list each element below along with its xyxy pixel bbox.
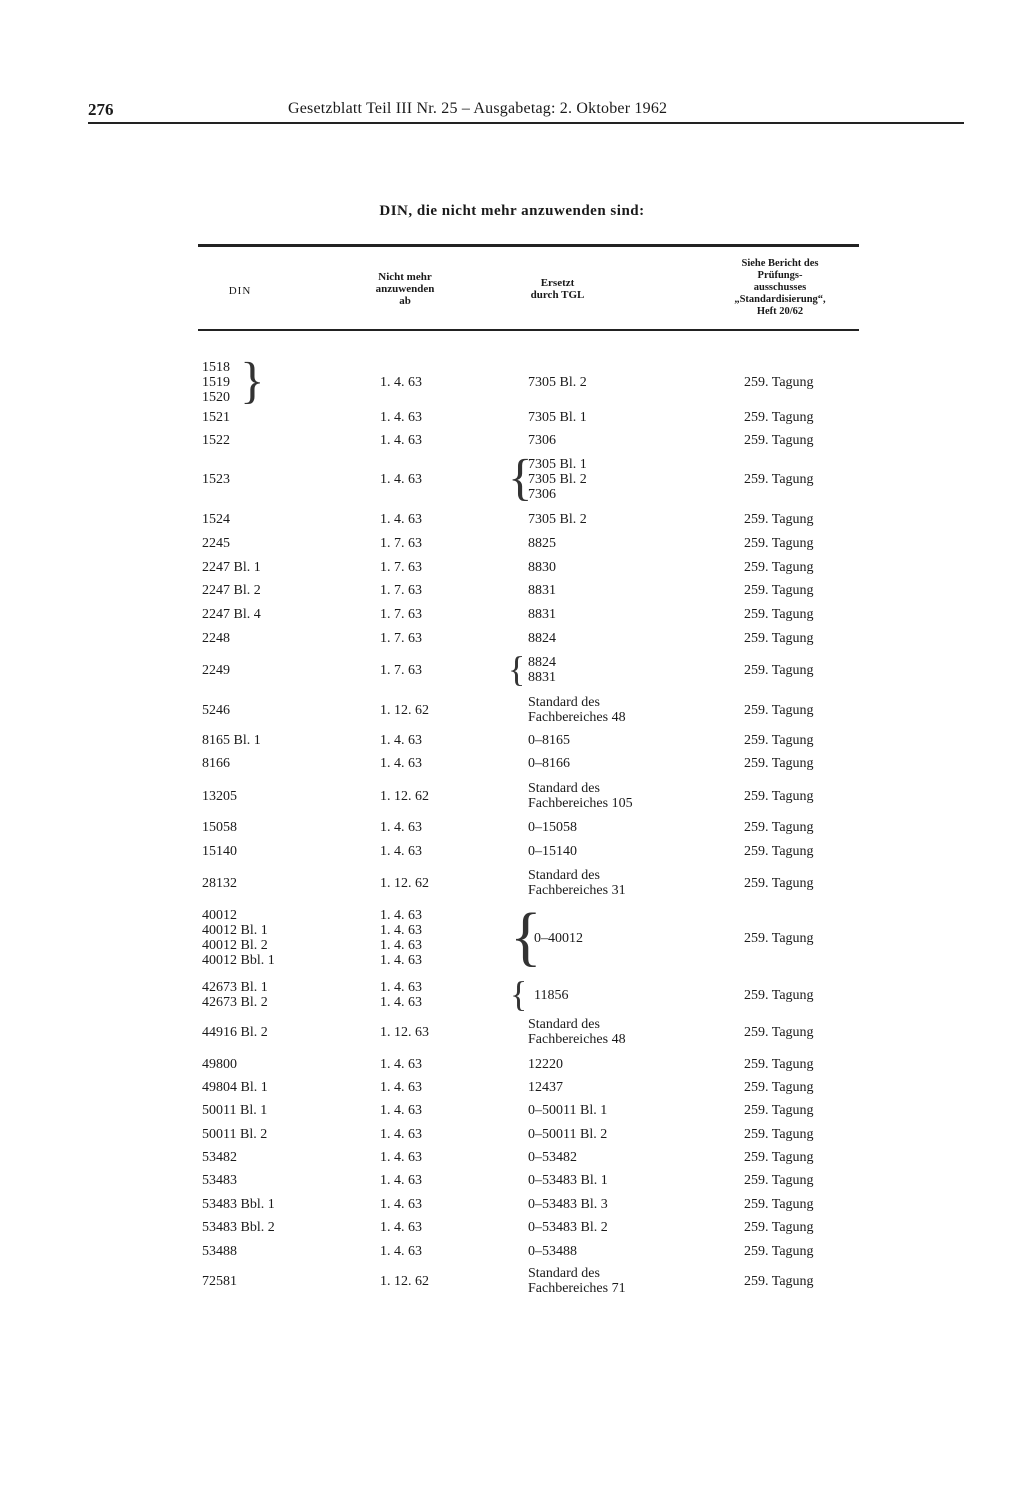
left-brace-icon: { bbox=[508, 450, 533, 506]
ersetzt-cell-line: 7305 Bl. 1 bbox=[528, 410, 587, 425]
ersetzt-cell-line: 8824 bbox=[528, 631, 556, 646]
ersetzt-cell-line: 0–53488 bbox=[528, 1244, 577, 1259]
date-cell bbox=[380, 607, 422, 622]
ersetzt-cell bbox=[528, 1173, 608, 1188]
din-cell bbox=[202, 631, 230, 646]
date-cell bbox=[380, 703, 429, 718]
ersetzt-cell bbox=[528, 631, 556, 646]
din-cell bbox=[202, 980, 268, 1010]
din-cell bbox=[202, 560, 261, 575]
ersetzt-cell-line: Fachbereiches 105 bbox=[528, 796, 633, 811]
date-cell bbox=[380, 375, 422, 390]
ersetzt-cell-line: 7306 bbox=[528, 433, 556, 448]
tagung-cell: 259. Tagung bbox=[744, 820, 814, 835]
din-cell-line: 49800 bbox=[202, 1057, 237, 1072]
column-header-ersetzt: Ersetzt durch TGL bbox=[530, 277, 585, 301]
date-cell bbox=[380, 1220, 422, 1235]
date-cell-line: 1. 4. 63 bbox=[380, 980, 422, 995]
date-cell bbox=[380, 663, 422, 678]
din-cell-line: 1523 bbox=[202, 472, 230, 487]
tagung-cell: 259. Tagung bbox=[744, 1244, 814, 1259]
ersetzt-cell bbox=[534, 988, 568, 1003]
left-brace-icon: { bbox=[508, 649, 526, 689]
date-cell-line: 1. 12. 62 bbox=[380, 1273, 429, 1289]
ersetzt-cell-line: Fachbereiches 71 bbox=[528, 1281, 626, 1296]
date-cell bbox=[380, 844, 422, 859]
tagung-cell: 259. Tagung bbox=[744, 607, 814, 622]
ersetzt-cell-line: 0–15058 bbox=[528, 820, 577, 835]
tagung-cell: 259. Tagung bbox=[744, 702, 814, 718]
ersetzt-cell-line: 0–53483 Bl. 2 bbox=[528, 1220, 608, 1235]
ersetzt-cell bbox=[528, 1266, 626, 1296]
ersetzt-cell-line: 12220 bbox=[528, 1057, 563, 1072]
date-cell bbox=[380, 512, 422, 527]
din-cell bbox=[202, 1103, 267, 1118]
date-cell-line: 1. 4. 63 bbox=[380, 1220, 422, 1235]
din-cell bbox=[202, 844, 237, 859]
din-cell-line: 72581 bbox=[202, 1273, 237, 1289]
left-brace-icon: { bbox=[510, 900, 542, 973]
ersetzt-cell-line: Standard des bbox=[528, 1017, 600, 1032]
ersetzt-cell-line: 0–15140 bbox=[528, 844, 577, 859]
ersetzt-cell bbox=[528, 583, 556, 598]
running-title: Gesetzblatt Teil III Nr. 25 – Ausgabetag: 2. Oktober 1962 bbox=[288, 100, 668, 117]
din-cell-line: 42673 Bl. 1 bbox=[202, 980, 268, 995]
date-cell-line: 1. 4. 63 bbox=[380, 410, 422, 425]
ersetzt-cell-line: 0–8165 bbox=[528, 733, 570, 748]
running-header bbox=[88, 100, 964, 124]
ersetzt-cell bbox=[528, 457, 587, 502]
date-cell bbox=[380, 1057, 422, 1072]
ersetzt-cell bbox=[528, 1220, 608, 1235]
din-cell-line: 2247 Bl. 4 bbox=[202, 607, 261, 622]
ersetzt-cell bbox=[528, 560, 556, 575]
din-cell-line: 40012 Bl. 2 bbox=[202, 938, 268, 953]
ersetzt-cell bbox=[528, 433, 556, 448]
tagung-cell: 259. Tagung bbox=[744, 1173, 814, 1188]
date-cell-line: 1. 4. 63 bbox=[380, 1244, 422, 1259]
date-cell-line: 1. 4. 63 bbox=[380, 1197, 422, 1212]
date-cell bbox=[380, 1244, 422, 1259]
ersetzt-cell bbox=[528, 1017, 626, 1047]
table-title: DIN, die nicht mehr anzuwenden sind: bbox=[379, 203, 645, 219]
din-cell-line: 2247 Bl. 1 bbox=[202, 560, 261, 575]
ersetzt-cell-line: Standard des bbox=[528, 1266, 600, 1281]
din-cell bbox=[202, 756, 230, 771]
ersetzt-cell-line: 8831 bbox=[528, 670, 556, 685]
tagung-cell: 259. Tagung bbox=[744, 930, 814, 946]
date-cell-line: 1. 4. 63 bbox=[380, 1103, 422, 1118]
ersetzt-cell-line: 7306 bbox=[528, 487, 556, 502]
din-cell bbox=[202, 512, 230, 527]
column-header-nicht-mehr: Nicht mehr anzuwenden ab bbox=[375, 271, 435, 307]
table-header-rule bbox=[198, 329, 859, 331]
tagung-cell: 259. Tagung bbox=[744, 433, 814, 448]
date-cell-line: 1. 12. 62 bbox=[380, 788, 429, 804]
din-cell bbox=[202, 1150, 237, 1165]
ersetzt-cell bbox=[528, 1197, 608, 1212]
din-cell-line: 28132 bbox=[202, 875, 237, 891]
din-cell bbox=[202, 472, 230, 487]
ersetzt-cell bbox=[528, 375, 587, 390]
tagung-cell: 259. Tagung bbox=[744, 1197, 814, 1212]
date-cell bbox=[380, 536, 422, 551]
din-cell bbox=[202, 1057, 237, 1072]
ersetzt-cell-line: 0–53483 Bl. 3 bbox=[528, 1197, 608, 1212]
page-number: 276 bbox=[88, 100, 114, 119]
date-cell-line: 1. 4. 63 bbox=[380, 1127, 422, 1142]
din-cell bbox=[202, 663, 230, 678]
tagung-cell: 259. Tagung bbox=[744, 844, 814, 859]
din-cell-line: 53488 bbox=[202, 1244, 237, 1259]
tagung-cell: 259. Tagung bbox=[744, 631, 814, 646]
date-cell-line: 1. 7. 63 bbox=[380, 536, 422, 551]
tagung-cell: 259. Tagung bbox=[744, 1220, 814, 1235]
din-cell-line: 15140 bbox=[202, 844, 237, 859]
ersetzt-cell bbox=[528, 1057, 563, 1072]
din-cell bbox=[202, 583, 261, 598]
tagung-cell: 259. Tagung bbox=[744, 1103, 814, 1118]
ersetzt-cell-line: 8825 bbox=[528, 536, 556, 551]
ersetzt-cell bbox=[528, 1080, 563, 1095]
ersetzt-cell bbox=[528, 1150, 577, 1165]
tagung-cell: 259. Tagung bbox=[744, 788, 814, 804]
din-cell-line: 1520 bbox=[202, 390, 230, 405]
ersetzt-cell-line: 7305 Bl. 1 bbox=[528, 457, 587, 472]
tagung-cell: 259. Tagung bbox=[744, 560, 814, 575]
tagung-cell: 259. Tagung bbox=[744, 410, 814, 425]
date-cell-line: 1. 4. 63 bbox=[380, 908, 422, 923]
ersetzt-cell-line: 0–40012 bbox=[534, 930, 583, 946]
ersetzt-cell bbox=[528, 781, 633, 811]
ersetzt-cell-line: 12437 bbox=[528, 1080, 563, 1095]
tagung-cell: 259. Tagung bbox=[744, 1024, 814, 1040]
tagung-cell: 259. Tagung bbox=[744, 375, 814, 390]
ersetzt-cell bbox=[528, 1127, 607, 1142]
tagung-cell: 259. Tagung bbox=[744, 1150, 814, 1165]
tagung-cell: 259. Tagung bbox=[744, 1127, 814, 1142]
din-cell bbox=[202, 1274, 237, 1289]
din-cell bbox=[202, 789, 237, 804]
date-cell bbox=[380, 1103, 422, 1118]
date-cell-line: 1. 4. 63 bbox=[380, 923, 422, 938]
din-cell bbox=[202, 1197, 275, 1212]
ersetzt-cell-line: 8824 bbox=[528, 655, 556, 670]
ersetzt-cell-line: 0–53482 bbox=[528, 1150, 577, 1165]
date-cell-line: 1. 4. 63 bbox=[380, 953, 422, 968]
din-cell-line: 53483 bbox=[202, 1173, 237, 1188]
din-cell-line: 40012 bbox=[202, 908, 237, 923]
ersetzt-cell-line: 7305 Bl. 2 bbox=[528, 375, 587, 390]
din-cell-line: 15058 bbox=[202, 820, 237, 835]
tagung-cell: 259. Tagung bbox=[744, 1057, 814, 1072]
date-cell-line: 1. 4. 63 bbox=[380, 938, 422, 953]
date-cell bbox=[380, 1025, 429, 1040]
tagung-cell: 259. Tagung bbox=[744, 987, 814, 1003]
date-cell-line: 1. 12. 63 bbox=[380, 1024, 429, 1040]
tagung-cell: 259. Tagung bbox=[744, 756, 814, 771]
date-cell-line: 1. 7. 63 bbox=[380, 662, 422, 678]
din-cell bbox=[202, 733, 261, 748]
date-cell-line: 1. 7. 63 bbox=[380, 583, 422, 598]
ersetzt-cell-line: 11856 bbox=[534, 987, 569, 1003]
ersetzt-cell bbox=[528, 655, 556, 685]
right-brace-icon: } bbox=[240, 353, 265, 409]
din-cell-line: 13205 bbox=[202, 788, 237, 804]
din-cell-line: 1521 bbox=[202, 410, 230, 425]
din-cell-line: 50011 Bl. 2 bbox=[202, 1127, 268, 1142]
date-cell-line: 1. 4. 63 bbox=[380, 1150, 422, 1165]
din-cell-line: 1518 bbox=[202, 360, 230, 375]
table-top-rule bbox=[198, 244, 859, 247]
ersetzt-cell bbox=[528, 820, 577, 835]
din-cell-line: 42673 Bl. 2 bbox=[202, 995, 268, 1010]
date-cell bbox=[380, 1150, 422, 1165]
din-cell bbox=[202, 1173, 237, 1188]
din-cell-line: 8165 Bl. 1 bbox=[202, 733, 261, 748]
ersetzt-cell-line: Fachbereiches 48 bbox=[528, 1032, 626, 1047]
ersetzt-cell bbox=[528, 844, 577, 859]
ersetzt-cell-line: Standard des bbox=[528, 868, 600, 883]
din-cell bbox=[202, 360, 230, 405]
date-cell-line: 1. 12. 62 bbox=[380, 702, 429, 718]
date-cell bbox=[380, 472, 422, 487]
ersetzt-cell bbox=[528, 868, 626, 898]
din-cell-line: 8166 bbox=[202, 756, 230, 771]
ersetzt-cell bbox=[528, 607, 556, 622]
tagung-cell: 259. Tagung bbox=[744, 733, 814, 748]
date-cell-line: 1. 7. 63 bbox=[380, 560, 422, 575]
tagung-cell: 259. Tagung bbox=[744, 472, 814, 487]
ersetzt-cell bbox=[528, 410, 587, 425]
ersetzt-cell-line: 8831 bbox=[528, 583, 556, 598]
date-cell-line: 1. 4. 63 bbox=[380, 844, 422, 859]
ersetzt-cell-line: Fachbereiches 31 bbox=[528, 883, 626, 898]
date-cell bbox=[380, 1127, 422, 1142]
date-cell-line: 1. 4. 63 bbox=[380, 756, 422, 771]
date-cell bbox=[380, 980, 422, 1010]
ersetzt-cell-line: Fachbereiches 48 bbox=[528, 710, 626, 725]
din-cell bbox=[202, 703, 230, 718]
ersetzt-cell-line: 0–50011 Bl. 2 bbox=[528, 1127, 608, 1142]
din-cell bbox=[202, 876, 237, 891]
date-cell-line: 1. 4. 63 bbox=[380, 1057, 422, 1072]
date-cell-line: 1. 4. 63 bbox=[380, 733, 422, 748]
ersetzt-cell-line: Standard des bbox=[528, 781, 600, 796]
din-cell bbox=[202, 410, 230, 425]
ersetzt-cell bbox=[528, 756, 570, 771]
din-cell bbox=[202, 1127, 267, 1142]
date-cell-line: 1. 4. 63 bbox=[380, 995, 422, 1010]
date-cell-line: 1. 7. 63 bbox=[380, 631, 422, 646]
din-cell-line: 53483 Bbl. 2 bbox=[202, 1220, 275, 1235]
ersetzt-cell bbox=[528, 536, 556, 551]
date-cell-line: 1. 4. 63 bbox=[380, 820, 422, 835]
ersetzt-cell-line: 0–50011 Bl. 1 bbox=[528, 1103, 608, 1118]
date-cell bbox=[380, 876, 429, 891]
din-cell-line: 2249 bbox=[202, 662, 230, 678]
date-cell-line: 1. 4. 63 bbox=[380, 375, 422, 390]
ersetzt-cell-line: 8830 bbox=[528, 560, 556, 575]
tagung-cell: 259. Tagung bbox=[744, 662, 814, 678]
date-cell bbox=[380, 1197, 422, 1212]
ersetzt-cell bbox=[528, 512, 587, 527]
ersetzt-cell-line: Standard des bbox=[528, 695, 600, 710]
din-cell bbox=[202, 1244, 237, 1259]
tagung-cell: 259. Tagung bbox=[744, 1273, 814, 1289]
date-cell bbox=[380, 410, 422, 425]
tagung-cell: 259. Tagung bbox=[744, 536, 814, 551]
date-cell bbox=[380, 733, 422, 748]
ersetzt-cell-line: 0–8166 bbox=[528, 756, 570, 771]
din-cell-line: 1524 bbox=[202, 512, 230, 527]
date-cell-line: 1. 12. 62 bbox=[380, 875, 429, 891]
din-cell-line: 44916 Bl. 2 bbox=[202, 1024, 268, 1040]
din-cell-line: 49804 Bl. 1 bbox=[202, 1080, 268, 1095]
din-cell bbox=[202, 1220, 275, 1235]
date-cell-line: 1. 4. 63 bbox=[380, 433, 422, 448]
left-brace-icon: { bbox=[510, 974, 528, 1014]
date-cell bbox=[380, 1080, 422, 1095]
din-cell bbox=[202, 1025, 268, 1040]
ersetzt-cell bbox=[528, 1244, 577, 1259]
din-cell bbox=[202, 908, 275, 968]
date-cell bbox=[380, 1173, 422, 1188]
tagung-cell: 259. Tagung bbox=[744, 875, 814, 891]
ersetzt-cell-line: 0–53483 Bl. 1 bbox=[528, 1173, 608, 1188]
din-cell bbox=[202, 607, 261, 622]
ersetzt-cell bbox=[528, 733, 570, 748]
date-cell bbox=[380, 756, 422, 771]
date-cell bbox=[380, 583, 422, 598]
din-cell-line: 2245 bbox=[202, 536, 230, 551]
date-cell-line: 1. 4. 63 bbox=[380, 1173, 422, 1188]
column-header-din: DIN bbox=[228, 285, 252, 297]
din-cell bbox=[202, 1080, 268, 1095]
date-cell bbox=[380, 789, 429, 804]
date-cell bbox=[380, 908, 422, 968]
tagung-cell: 259. Tagung bbox=[744, 512, 814, 527]
din-cell-line: 40012 Bbl. 1 bbox=[202, 953, 275, 968]
din-cell-line: 50011 Bl. 1 bbox=[202, 1103, 268, 1118]
date-cell bbox=[380, 433, 422, 448]
column-header-siehe-bericht: Siehe Bericht des Prüfungs- ausschusses „Standardisierung“, Heft 20/62 bbox=[734, 258, 826, 317]
din-cell-line: 2247 Bl. 2 bbox=[202, 583, 261, 598]
date-cell bbox=[380, 631, 422, 646]
date-cell-line: 1. 4. 63 bbox=[380, 472, 422, 487]
tagung-cell: 259. Tagung bbox=[744, 1080, 814, 1095]
din-cell bbox=[202, 433, 230, 448]
din-cell-line: 5246 bbox=[202, 702, 230, 718]
date-cell bbox=[380, 1274, 429, 1289]
date-cell bbox=[380, 820, 422, 835]
din-cell-line: 2248 bbox=[202, 631, 230, 646]
date-cell-line: 1. 7. 63 bbox=[380, 607, 422, 622]
ersetzt-cell bbox=[528, 695, 626, 725]
din-cell-line: 53482 bbox=[202, 1150, 237, 1165]
din-cell-line: 1519 bbox=[202, 375, 230, 390]
din-cell-line: 1522 bbox=[202, 433, 230, 448]
tagung-cell: 259. Tagung bbox=[744, 583, 814, 598]
date-cell bbox=[380, 560, 422, 575]
din-cell bbox=[202, 820, 237, 835]
din-cell bbox=[202, 536, 230, 551]
din-cell-line: 53483 Bbl. 1 bbox=[202, 1197, 275, 1212]
ersetzt-cell bbox=[528, 1103, 607, 1118]
ersetzt-cell-line: 7305 Bl. 2 bbox=[528, 472, 587, 487]
ersetzt-cell-line: 8831 bbox=[528, 607, 556, 622]
ersetzt-cell-line: 7305 Bl. 2 bbox=[528, 512, 587, 527]
date-cell-line: 1. 4. 63 bbox=[380, 1080, 422, 1095]
date-cell-line: 1. 4. 63 bbox=[380, 512, 422, 527]
din-cell-line: 40012 Bl. 1 bbox=[202, 923, 268, 938]
